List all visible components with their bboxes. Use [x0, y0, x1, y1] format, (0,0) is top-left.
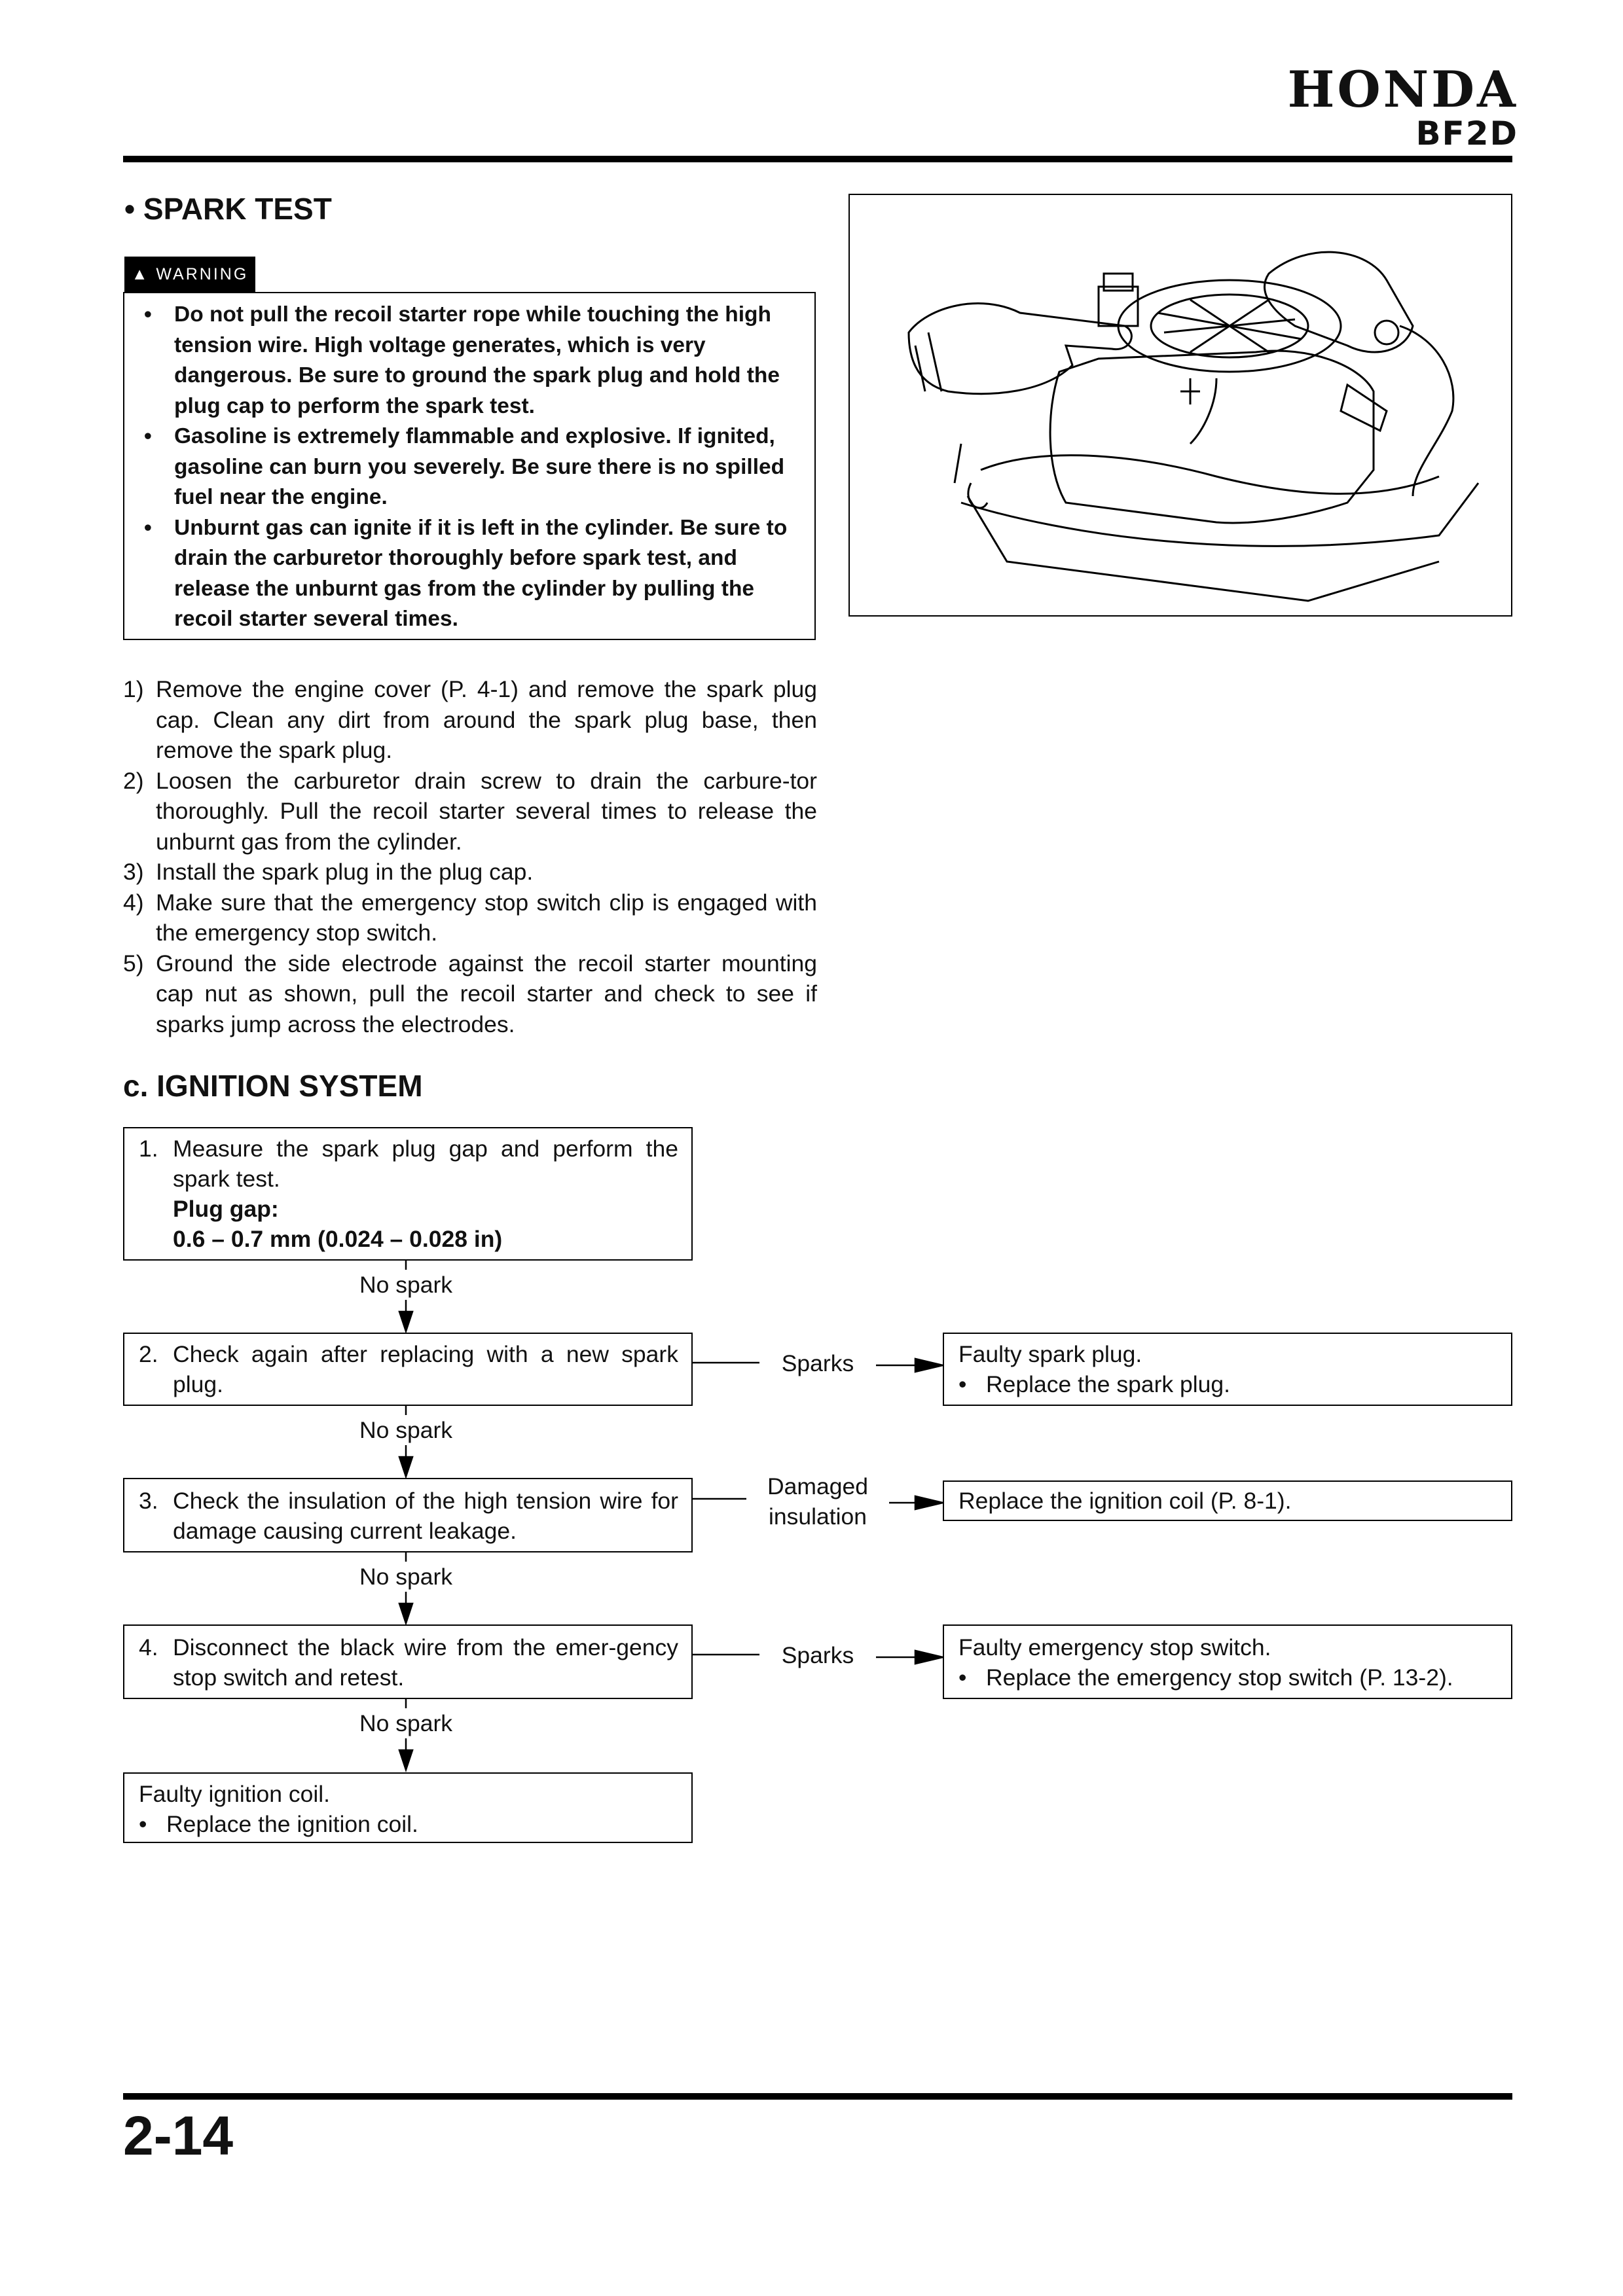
spark-test-heading: • SPARK TEST — [124, 192, 332, 226]
flow-step-3: 3. Check the insulation of the high tension wire for damage causing current leakage. — [123, 1478, 693, 1552]
list-item: 3) Install the spark plug in the plug cap. — [123, 859, 534, 885]
brand-logo: HONDA — [1287, 60, 1518, 118]
flow-step-4: 4. Disconnect the black wire from the emer-gency stop switch and retest. — [123, 1624, 693, 1699]
model-name: BF2D — [1415, 115, 1518, 152]
page-number: 2-14 — [123, 2105, 234, 2166]
warning-triangle-icon: ▲ — [131, 265, 150, 283]
warning-item: • Do not pull the recoil starter rope while touching the high tension wire. High voltage generates, which is very dangerous. Be sure to ground the spark plug and hold the plug cap to perform the spark test. — [137, 300, 801, 422]
damaged-insulation-label: Damaged insulation — [767, 1473, 868, 1530]
no-spark-label: No spark — [340, 1708, 471, 1738]
list-item: 2) Loosen the carburetor drain screw to drain the carbure-tor thoroughly. Pull the recoil starter several times to release the unburnt gas from the cylinder. — [123, 767, 817, 855]
list-item: 4) Make sure that the emergency stop switch clip is engaged with the emergency stop switch. — [123, 889, 817, 946]
footer-rule — [123, 2093, 1512, 2100]
warning-label: WARNING — [156, 265, 249, 283]
ignition-system-heading: c. IGNITION SYSTEM — [123, 1069, 423, 1103]
sparks-label: Sparks — [781, 1642, 854, 1668]
plug-gap-value: 0.6 – 0.7 mm (0.024 – 0.028 in) — [173, 1226, 503, 1252]
flow-result-replace-coil: Replace the ignition coil (P. 8-1). — [943, 1480, 1512, 1521]
warning-item: • Unburnt gas can ignite if it is left in the cylinder. Be sure to drain the carburetor thoroughly before spark test, and release the unburnt gas from the cylinder by pulling the recoil starter several times. — [137, 513, 801, 635]
flow-step-1: 1. Measure the spark plug gap and perform the spark test. Plug gap: 0.6 – 0.7 mm (0.024 – 0.028 in) — [123, 1127, 693, 1261]
plug-gap-label: Plug gap: — [173, 1196, 279, 1222]
sparks-label: Sparks — [781, 1350, 854, 1376]
flow-result-faulty-spark-plug: Faulty spark plug. • Replace the spark plug. — [943, 1333, 1512, 1406]
list-item: 5) Ground the side electrode against the recoil starter mounting cap nut as shown, pull the recoil starter and check to see if sparks jump across the electrodes. — [123, 950, 817, 1037]
warning-item: • Gasoline is extremely flammable and explosive. If ignited, gasoline can burn you severely. Be sure there is no spilled fuel near the engine. — [137, 422, 801, 513]
flow-step-2: 2. Check again after replacing with a new spark plug. — [123, 1333, 693, 1406]
list-item: 1) Remove the engine cover (P. 4-1) and remove the spark plug cap. Clean any dirt from around the spark plug base, then remove the spark plug. — [123, 676, 817, 763]
no-spark-label: No spark — [340, 1562, 471, 1592]
no-spark-label: No spark — [340, 1415, 471, 1445]
flow-result-faulty-stop-switch: Faulty emergency stop switch. • Replace the emergency stop switch (P. 13-2). — [943, 1624, 1512, 1699]
flow-result-faulty-ignition-coil: Faulty ignition coil. • Replace the ignition coil. — [123, 1772, 693, 1843]
no-spark-label: No spark — [340, 1270, 471, 1300]
